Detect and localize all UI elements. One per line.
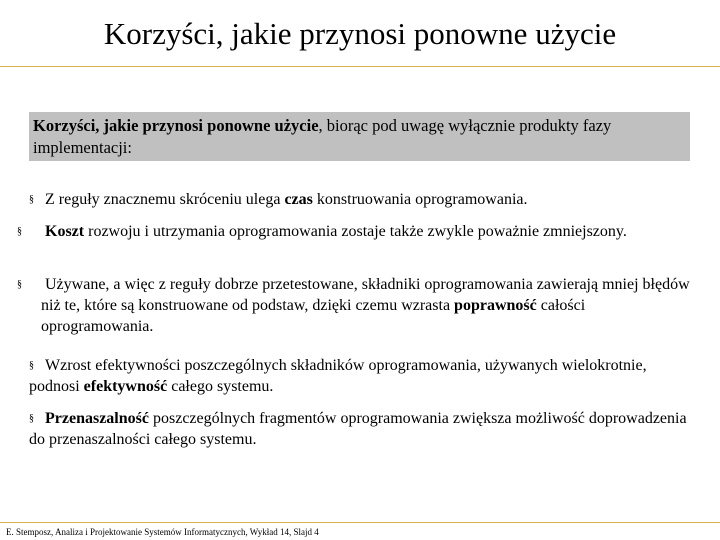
bullet-text: poszczególnych fragmentów oprogramowania zwiększa możliwość doprowadzenia do przenaszalności całego systemu. [29,410,687,448]
bullet-keyword: Koszt [45,223,85,240]
bullet-cost [17,221,701,242]
bullet-keyword: efektywność [83,378,168,395]
bullet-keyword: poprawność [454,297,537,314]
intro-rest: , biorąc pod uwagę wyłącznie produkty fazy implementacji: [33,116,612,157]
slide-title: Korzyści, jakie przynosi ponowne użycie [103,16,617,51]
bullet-efficiency [29,355,689,397]
bullet-marker-icon: § [29,194,34,205]
bullet-text: rozwoju i utrzymania oprogramowania zostaje także zwykle poważnie zmniejszony. [84,223,627,240]
bullet-keyword: czas [284,191,313,208]
bullet-text: Wzrost efektywności poszczególnych składników oprogramowania, używanych wielokrotnie, podnosi [29,357,647,395]
bullet-marker-icon: § [29,413,34,424]
slide-footer: E. Stemposz, Analiza i Projektowanie Systemów Informatycznych, Wykład 14, Slajd 4 [6,527,319,537]
intro-lead: Korzyści, jakie przynosi ponowne użycie [33,116,319,135]
bullet-keyword: Przenaszalność [45,410,149,427]
bullet-portability [29,408,689,450]
bullet-text: Używane, a więc z reguły dobrze przetestowane, składniki oprogramowania zawierają mniej błędów niż te, które są konstruowane od podstaw, dzięki czemu wzrasta [41,276,690,314]
footer-divider [0,522,720,523]
bullet-text: całego systemu. [167,378,274,395]
intro-box [29,112,690,161]
bullet-time [29,189,689,210]
bullet-correctness [17,274,701,337]
bullet-text: konstruowania oprogramowania. [312,191,528,208]
bullet-text: całości oprogramowania. [41,297,586,335]
title-divider [0,66,720,67]
bullet-marker-icon: § [17,226,22,237]
bullet-marker-icon: § [29,360,34,371]
bullet-text: Z reguły znacznemu skróceniu ulega [45,191,285,208]
bullet-marker-icon: § [17,279,22,290]
